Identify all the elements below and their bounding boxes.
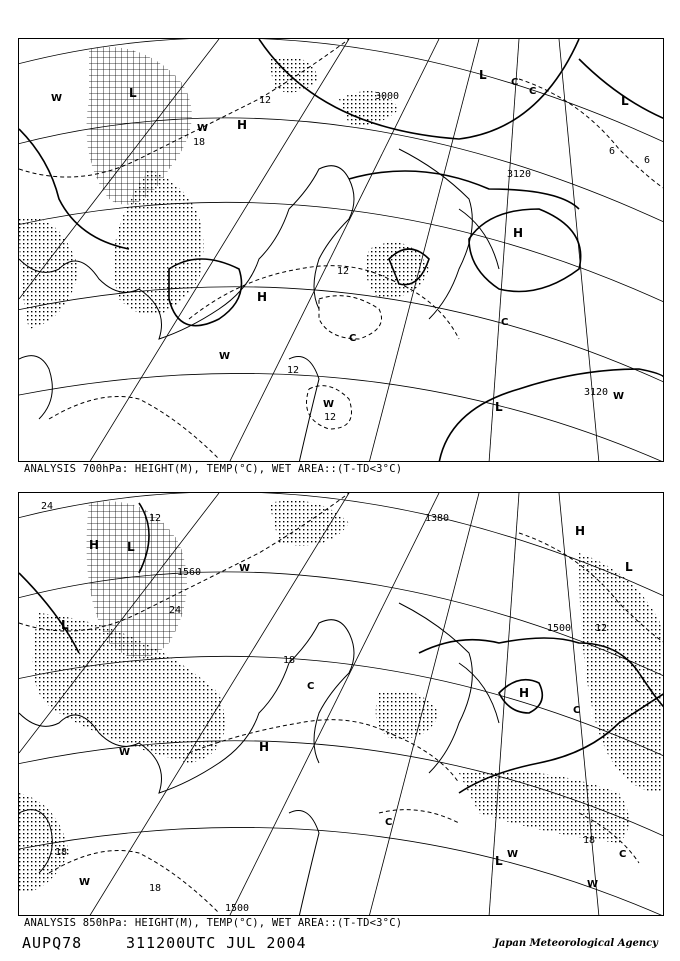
caption-700hpa: ANALYSIS 700hPa: HEIGHT(M), TEMP(°C), WET AREA::(T-TD<3°C) (24, 463, 403, 475)
contour-label: 1380 (425, 513, 450, 524)
contour-label: 1500 (547, 623, 572, 634)
contour-label: 18 (283, 655, 296, 666)
warm-center-marker: W (219, 351, 231, 362)
contour-label: 1560 (177, 567, 202, 578)
map-700hpa-svg (19, 39, 664, 462)
valid-time: 311200UTC JUL 2004 (126, 934, 307, 952)
contour-label: 12 (324, 412, 337, 423)
low-pressure-marker: L (479, 68, 487, 82)
low-pressure-marker: L (495, 854, 503, 868)
warm-center-marker: W (197, 123, 209, 134)
cold-center-marker: C (385, 817, 393, 828)
cold-center-marker: C (307, 681, 315, 692)
contour-label: 1500 (225, 903, 250, 914)
contour-label: 3120 (507, 169, 532, 180)
caption-850hpa: ANALYSIS 850hPa: HEIGHT(M), TEMP(°C), WET AREA::(T-TD<3°C) (24, 917, 403, 929)
contour-label: 18 (149, 883, 162, 894)
contour-label: 12 (259, 95, 272, 106)
low-pressure-marker: L (625, 560, 633, 574)
warm-center-marker: W (239, 563, 251, 574)
contour-label: 3000 (375, 91, 400, 102)
warm-center-marker: W (79, 877, 91, 888)
low-pressure-marker: L (61, 618, 69, 632)
warm-center-marker: W (51, 93, 63, 104)
high-pressure-marker: H (575, 524, 586, 538)
warm-center-marker: W (587, 879, 599, 890)
map-panel-850hpa (18, 492, 664, 916)
map-panel-700hpa (18, 38, 664, 462)
warm-center-marker: W (507, 849, 519, 860)
cold-center-marker: C (573, 705, 581, 716)
high-pressure-marker: H (519, 686, 530, 700)
cold-center-marker: C (349, 333, 357, 344)
contour-label: 12 (337, 266, 350, 277)
contour-label: 12 (595, 623, 608, 634)
cold-center-marker: C (511, 77, 519, 88)
contour-label: 12 (287, 365, 300, 376)
cold-center-marker: C (529, 86, 537, 97)
high-pressure-marker: H (237, 118, 248, 132)
warm-center-marker: W (613, 391, 625, 402)
low-pressure-marker: L (127, 540, 135, 554)
contour-label: 24 (41, 501, 54, 512)
contour-label: 3120 (584, 387, 609, 398)
high-pressure-marker: H (257, 290, 268, 304)
contour-label: 6 (644, 155, 651, 166)
low-pressure-marker: L (495, 400, 503, 414)
map-850hpa-svg (19, 493, 664, 916)
contour-label: 18 (55, 847, 68, 858)
chart-code: AUPQ78 (22, 934, 83, 952)
contour-label: 12 (149, 513, 162, 524)
contour-label: 18 (583, 835, 596, 846)
high-pressure-marker: H (259, 740, 270, 754)
high-pressure-marker: H (513, 226, 524, 240)
contour-label: 18 (193, 137, 206, 148)
cold-center-marker: C (619, 849, 627, 860)
contour-label: 24 (169, 605, 182, 616)
warm-center-marker: W (119, 747, 131, 758)
cold-center-marker: C (501, 317, 509, 328)
warm-center-marker: W (323, 399, 335, 410)
low-pressure-marker: L (129, 86, 137, 100)
contour-label: 6 (609, 146, 616, 157)
high-pressure-marker: H (89, 538, 100, 552)
agency-name: Japan Meteorological Agency (494, 938, 658, 949)
low-pressure-marker: L (621, 94, 629, 108)
